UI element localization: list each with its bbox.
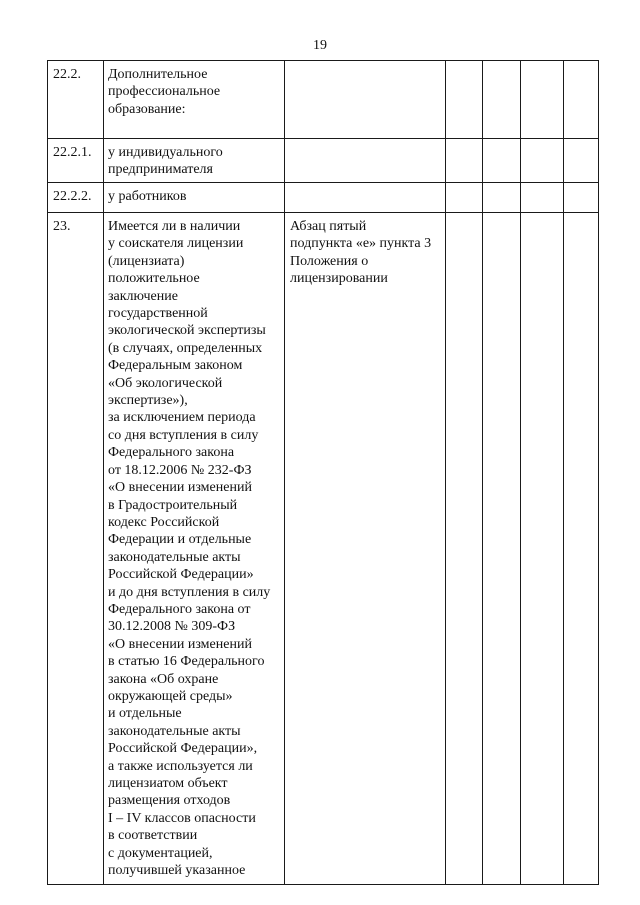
requirement-line: в Градостроительный <box>108 497 238 513</box>
requirement-line: Российской Федерации» <box>108 567 254 583</box>
checklist-table <box>47 60 599 885</box>
legal-basis-line: Абзац пятый <box>290 219 367 234</box>
requirement-line: у индивидуального <box>108 145 223 160</box>
requirement-line: кодекс Российской <box>108 514 220 530</box>
item-number-cell: 22.2.2. <box>48 183 104 213</box>
legal-basis-line: лицензировании <box>290 271 388 287</box>
requirement-line: со дня вступления в силу <box>108 427 259 443</box>
legal-basis-cell <box>285 183 446 213</box>
answer-cell <box>564 183 599 213</box>
requirement-line: положительное <box>108 271 200 287</box>
requirement-line: Имеется ли в наличии <box>108 219 241 234</box>
answer-cell <box>521 139 564 183</box>
requirement-line: размещения отходов <box>108 793 231 809</box>
requirement-line: (в случаях, определенных <box>108 340 263 356</box>
item-number-cell: 22.2. <box>48 61 104 139</box>
answer-cell <box>564 139 599 183</box>
requirement-line: от 18.12.2006 № 232-ФЗ <box>108 462 252 478</box>
requirement-line: Федерального закона <box>108 445 235 461</box>
requirement-line: с документацией, <box>108 845 213 861</box>
page-number: 19 <box>313 38 327 53</box>
table-row <box>48 183 599 213</box>
requirement-line: Российской Федерации», <box>108 741 258 757</box>
requirement-cell <box>104 139 285 183</box>
requirement-line: экспертизе»), <box>108 393 188 409</box>
requirement-line: «О внесении изменений <box>108 480 252 496</box>
requirement-line: и до дня вступления в силу <box>108 584 271 600</box>
answer-cell <box>521 61 564 139</box>
requirement-line: Федеральным законом <box>108 358 243 374</box>
requirement-line: экологической экспертизы <box>108 323 266 339</box>
requirement-line: и отдельные <box>108 706 182 722</box>
answer-cell <box>564 213 599 885</box>
requirement-line: окружающей среды» <box>108 688 233 704</box>
requirement-line: Федерального закона от <box>108 601 251 617</box>
item-number-cell: 23. <box>48 213 104 885</box>
answer-cell <box>521 213 564 885</box>
requirement-cell <box>104 183 285 213</box>
answer-cell <box>521 183 564 213</box>
requirement-line: Дополнительное <box>108 67 208 82</box>
requirement-line: за исключением периода <box>108 410 256 426</box>
requirement-line: у работников <box>108 189 187 204</box>
legal-basis-cell <box>285 213 446 885</box>
legal-basis-cell <box>285 61 446 139</box>
table-row <box>48 139 599 183</box>
requirement-line: 30.12.2008 № 309-ФЗ <box>108 619 236 635</box>
legal-basis-cell <box>285 139 446 183</box>
table-row <box>48 61 599 139</box>
answer-cell <box>483 183 521 213</box>
legal-basis-line: Положения о <box>290 253 369 269</box>
requirement-line: «О внесении изменений <box>108 636 252 652</box>
requirement-line: законодательные акты <box>108 549 241 565</box>
requirement-cell <box>104 61 285 139</box>
requirement-line: государственной <box>108 306 208 322</box>
answer-cell <box>483 61 521 139</box>
requirement-line: в статью 16 Федерального <box>108 654 265 670</box>
legal-basis-line: подпункта «е» пункта 3 <box>290 236 432 252</box>
table-row <box>48 213 599 885</box>
requirement-line: а также используется ли <box>108 758 253 774</box>
answer-cell <box>446 183 483 213</box>
answer-cell <box>446 213 483 885</box>
requirement-line: «Об экологической <box>108 375 223 391</box>
requirement-line: законодательные акты <box>108 723 241 739</box>
requirement-line: у соискателя лицензии <box>108 236 244 252</box>
requirement-line: лицензиатом объект <box>108 776 228 791</box>
requirement-line: (лицензиата) <box>108 253 185 269</box>
requirement-line: профессиональное <box>108 84 221 100</box>
requirement-line: предпринимателя <box>108 162 213 178</box>
requirement-cell <box>104 213 285 885</box>
requirement-line: заключение <box>108 288 178 304</box>
requirement-line: закона «Об охране <box>108 671 219 687</box>
answer-cell <box>483 139 521 183</box>
answer-cell <box>483 213 521 885</box>
requirement-line: Федерации и отдельные <box>108 532 252 548</box>
requirement-line: в соответствии <box>108 828 198 844</box>
item-number-cell: 22.2.1. <box>48 139 104 183</box>
requirement-line: получившей указанное <box>108 863 246 879</box>
answer-cell <box>446 61 483 139</box>
answer-cell <box>564 61 599 139</box>
requirement-line: I – IV классов опасности <box>108 810 256 826</box>
answer-cell <box>446 139 483 183</box>
requirement-line: образование: <box>108 101 186 117</box>
